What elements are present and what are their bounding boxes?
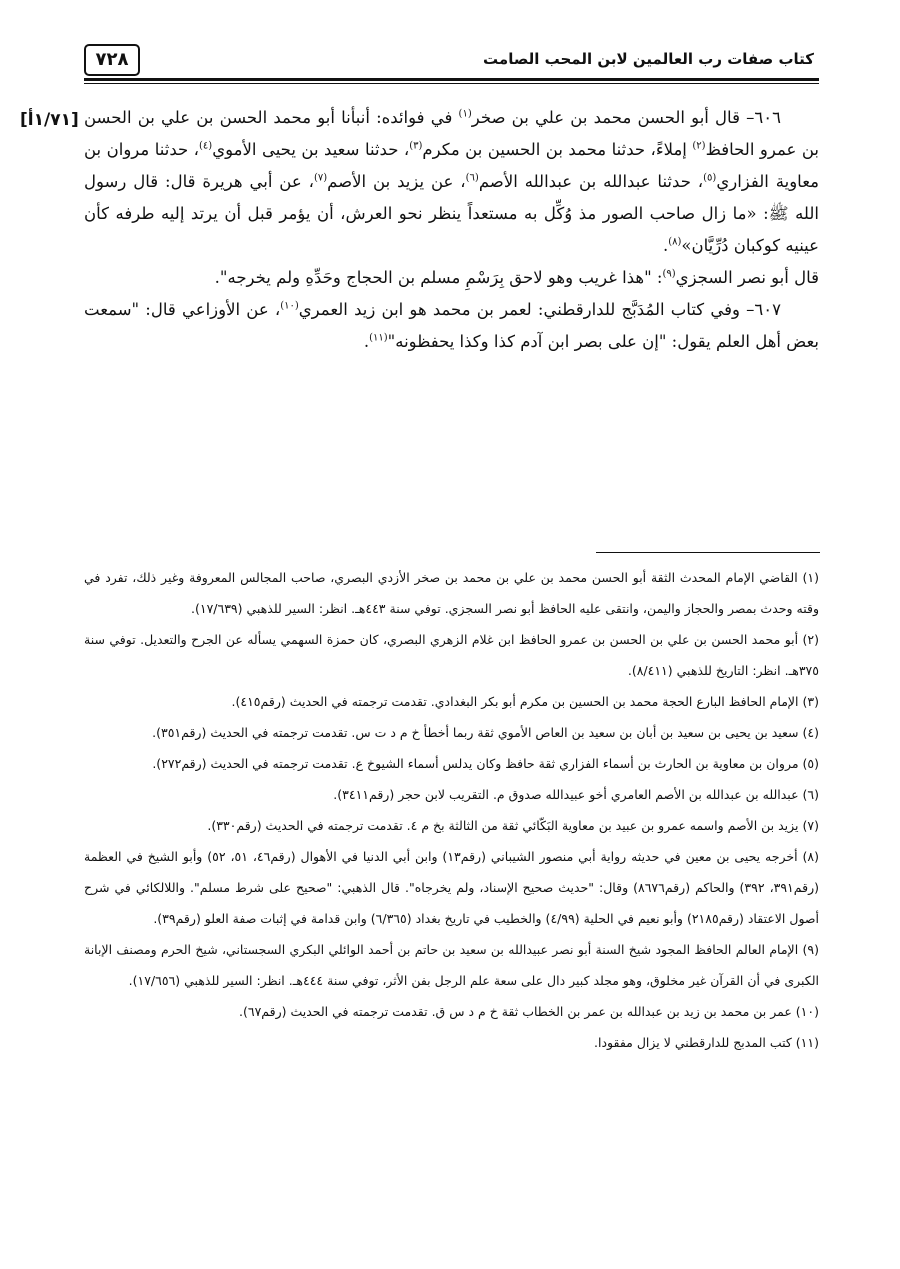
footnote-ref: (١١) — [369, 332, 388, 344]
text-segment: إملاءً، حدثنا محمد بن الحسين بن مكرم — [422, 140, 693, 159]
footnote-ref: (٨) — [668, 236, 682, 248]
footnote-ref: (٧) — [313, 172, 328, 184]
footnote-11: (١١) كتب المدبج للدارقطني لا يزال مفقودا. — [594, 1035, 819, 1050]
footnote-ref: (٢) — [692, 140, 706, 152]
page-number: ٧٢٨ — [84, 44, 140, 76]
footnote-10: (١٠) عمر بن محمد بن زيد بن عبدالله بن عمر بن الخطاب ثقة خ م د س ق. تقدمت ترجمته في الحديث (رقم٦٧). — [239, 1004, 819, 1019]
footnote-ref: (١) — [458, 108, 472, 120]
text-segment: . — [662, 236, 669, 255]
text-segment: ، حدثنا عبدالله بن عبدالله الأصم — [478, 172, 704, 191]
sijzi-comment-paragraph — [84, 262, 819, 294]
text-segment: ، عن الأوزاعي قال: "سمعت بعض أهل العلم يقول: "إن على بصر ابن آدم كذا وكذا يحفظونه" — [84, 300, 819, 351]
footnote-ref: (٥) — [703, 172, 717, 184]
footnote-ref: (١٠) — [280, 300, 299, 312]
footnote-ref: (٤) — [199, 140, 213, 152]
footnotes — [84, 562, 819, 1058]
running-title: كتاب صفات رب العالمين لابن المحب الصامت — [483, 50, 814, 68]
manuscript-folio-reference: [١/٧١أ] — [20, 110, 79, 130]
footnote-8: (٨) أخرجه يحيى بن معين في حديثه رواية أبي منصور الشيباني (رقم١٣) وابن أبي الدنيا في الأهوال (رقم٤٦، ٥١، ٥٢) وأبو الشيخ في العظمة (رقم٣٩١، ٣٩٢) والحاكم (رقم٨٦٧٦) وقال: "حديث صحيح الإسناد، ولم يخرجاه". قال الذهبي: "صحيح على شرط مسلم". واللالكائي في شرح أصول الاعتقاد (رقم٢١٨٥) وأبو نعيم في الحلية (٤/٩٩) والخطيب في تاريخ بغداد (٦/٣٦٥) وابن قدامة في إثبات صفة العلو (رقم٣٩). — [84, 849, 819, 926]
text-segment: ٦٠٧– وفي كتاب المُدَبَّج للدارقطني: لعمر بن محمد هو ابن زيد العمري — [298, 300, 781, 319]
footnote-4: (٤) سعيد بن يحيى بن سعيد بن أبان بن سعيد بن العاص الأموي ثقة ربما أخطأ خ م د ت س. تقدمت ترجمته في الحديث (رقم٣٥١). — [152, 725, 819, 740]
footnote-5: (٥) مروان بن معاوية بن الحارث بن أسماء الفزاري ثقة حافظ وكان يدلس أسماء الشيوخ ع. تقدمت ترجمته في الحديث (رقم٢٧٢). — [152, 756, 819, 771]
main-text — [84, 102, 819, 358]
text-segment: . — [363, 332, 370, 351]
hadith-606-paragraph — [84, 102, 819, 262]
footnote-ref: (٦) — [465, 172, 479, 184]
text-segment: ، حدثنا سعيد بن يحيى الأموي — [212, 140, 410, 159]
text-segment: ٦٠٦– قال أبو الحسن محمد بن علي بن صخر — [471, 108, 781, 127]
header-rule-thin — [84, 83, 819, 84]
hadith-607-paragraph — [84, 294, 819, 358]
text-segment: ، عن أبي هريرة قال: قال رسول الله ﷺ: «ما زال صاحب الصور مذ وُكِّل به مستعداً ينظر نحو العرش، أن يؤمر قبل أن يرتد إليه طرفه كأن عينيه كوكبان دُرِّيَّان» — [84, 172, 819, 255]
footnote-2: (٢) أبو محمد الحسن بن علي بن الحسن بن عمرو الحافظ ابن غلام الزهري البصري، كان حمزة السهمي يسأله عن الجرح والتعديل. توفي سنة ٣٧٥هـ. انظر: التاريخ للذهبي (٨/٤١١). — [84, 632, 819, 678]
footnote-3: (٣) الإمام الحافظ البارع الحجة محمد بن الحسين بن مكرم أبو بكر البغدادي. تقدمت ترجمته في الحديث (رقم٤١٥). — [231, 694, 819, 709]
footnote-ref: (٣) — [409, 140, 423, 152]
footnote-ref: (٩) — [662, 268, 676, 280]
text-segment: قال أبو نصر السجزي — [675, 268, 819, 287]
header-rule — [84, 78, 819, 81]
text-segment: ، عن يزيد بن الأصم — [327, 172, 466, 191]
footnote-7: (٧) يزيد بن الأصم واسمه عمرو بن عبيد بن معاوية البَكّائي ثقة من الثالثة بخ م ٤. تقدمت ترجمته في الحديث (رقم٣٣٠). — [207, 818, 819, 833]
text-segment: في فوائده: أنبأنا أبو محمد الحسن بن علي بن الحسن بن عمرو الحافظ — [84, 108, 819, 159]
footnote-separator — [596, 552, 820, 553]
footnote-1: (١) القاضي الإمام المحدث الثقة أبو الحسن محمد بن علي بن محمد بن صخر الأزدي البصري، صاحب المجالس المعروفة وغير ذلك، تفرد في وقته وحدث بمصر والحجاز واليمن، وانتقى عليه الحافظ أبو نصر السجزي. توفي سنة ٤٤٣هـ. انظر: السير للذهبي (١٧/٦٣٩). — [84, 570, 819, 616]
footnote-9: (٩) الإمام العالم الحافظ المجود شيخ السنة أبو نصر عبيدالله بن سعيد بن حاتم بن أحمد الوائلي البكري السجستاني، شيخ الحرم ومصنف الإبانة الكبرى في أن القرآن غير مخلوق، وهو مجلد كبير دال على سعة علم الرجل بفن الأثر، توفي سنة ٤٤٤هـ. انظر: السير للذهبي (١٧/٦٥٦). — [84, 942, 819, 988]
footnote-6: (٦) عبدالله بن عبدالله بن الأصم العامري أخو عبيدالله صدوق م. التقريب لابن حجر (رقم٣٤١١). — [333, 787, 819, 802]
text-segment: ، حدثنا مروان بن معاوية الفزاري — [84, 140, 820, 191]
text-segment: : "هذا غريب وهو لاحق بِرَسْمِ مسلم بن الحجاج وحَدِّهِ ولم يخرجه". — [214, 268, 663, 287]
